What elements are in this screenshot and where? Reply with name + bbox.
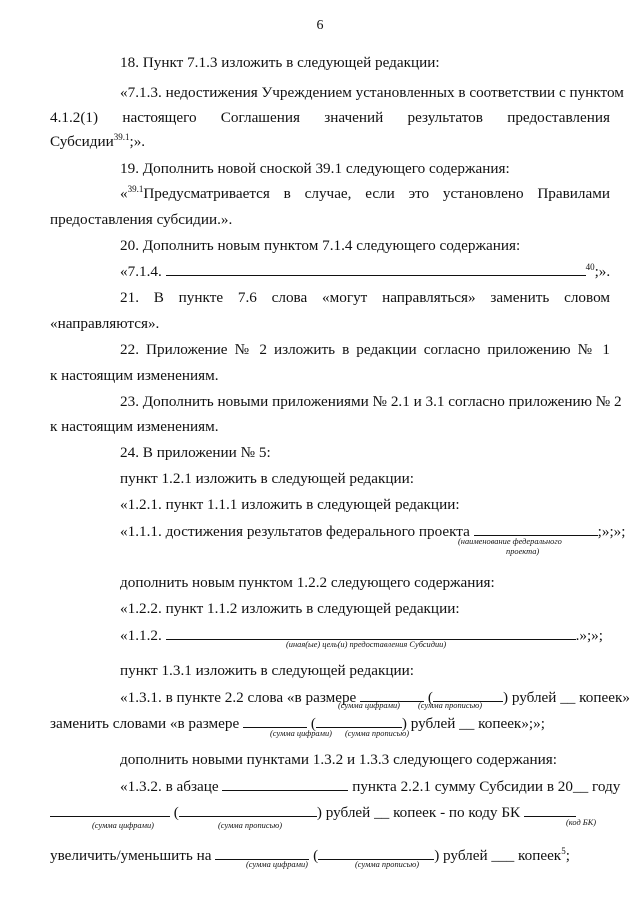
quote-text: ;»;»; — [597, 523, 626, 540]
quote-text: увеличить/уменьшить на — [50, 847, 212, 864]
blank-line — [318, 846, 434, 860]
blank-line — [222, 777, 348, 791]
item-21-line-2: «направляются». — [50, 315, 160, 332]
quote-text: ) рублей ___ копеек — [434, 847, 562, 864]
paren: ( — [313, 847, 319, 864]
item-24-line-e: «1.2.2. пункт 1.1.2 изложить в следующей редакции: — [120, 600, 460, 617]
blank-line — [243, 714, 307, 728]
quote-text: «1.1.2. — [120, 627, 162, 644]
item-24-line-l — [50, 803, 576, 822]
quote-text: заменить словами «в размере — [50, 715, 240, 732]
quote-text: «1.1.1. достижения результатов федерального проекта — [120, 523, 470, 540]
item-19-quote-line-1 — [120, 185, 610, 203]
caption-sum-words-3: (сумма прописью) — [218, 821, 283, 830]
quote-text: ; — [565, 847, 570, 864]
item-24-line-m — [50, 846, 570, 865]
item-24-line-d: дополнить новым пунктом 1.2.2 следующего содержания: — [120, 574, 495, 591]
blank-line — [474, 522, 598, 536]
item-20-heading: 20. Дополнить новым пунктом 7.1.4 следующего содержания: — [120, 237, 521, 254]
caption-sum-digits-3: (сумма цифрами) — [92, 821, 154, 830]
item-18-heading: 18. Пункт 7.1.3 изложить в следующей редакции: — [120, 54, 440, 71]
item-24-heading: 24. В приложении № 5: — [120, 444, 271, 461]
footnote-ref: 40 — [585, 261, 595, 272]
blank-line — [360, 688, 424, 702]
page-number: 6 — [316, 18, 324, 33]
caption-sum-words-2: (сумма прописью) — [345, 729, 410, 738]
item-22-line-1: 22. Приложение № 2 изложить в редакции согласно приложению № 1 — [120, 341, 610, 358]
paren: ( — [427, 689, 433, 706]
item-19-quote-line-2: предоставления субсидии.». — [50, 211, 233, 228]
blank-line — [166, 262, 586, 276]
blank-line — [433, 688, 503, 702]
footnote-ref: 39.1 — [113, 131, 130, 142]
caption-federal-project-2: проекта) — [506, 547, 540, 556]
item-24-line-k — [120, 777, 620, 796]
caption-sum-digits-2: (сумма цифрами) — [270, 729, 332, 738]
item-20-quote — [120, 262, 610, 281]
item-24-line-a: пункт 1.2.1 изложить в следующей редакции: — [120, 470, 414, 487]
paren: ( — [173, 804, 179, 821]
item-18-quote-line-2: 4.1.2(1) настоящего Соглашения значений результатов предоставления — [50, 109, 610, 126]
blank-line — [316, 714, 402, 728]
quote-text: ) рублей __ копеек»;»; — [401, 715, 545, 732]
blank-line — [50, 803, 170, 817]
footnote-ref: 5 — [561, 845, 566, 856]
quote-text: «1.3.2. в абзаце — [120, 778, 219, 795]
item-22-line-2: к настоящим изменениям. — [50, 367, 219, 384]
item-18-quote-line-3 — [50, 133, 145, 151]
caption-goals: (иная(ые) цель(и) предоставления Субсидии) — [286, 640, 447, 649]
item-24-line-b: «1.2.1. пункт 1.1.1 изложить в следующей редакции: — [120, 496, 460, 513]
quote-text: .»;»; — [575, 627, 603, 644]
blank-line — [524, 803, 576, 817]
item-19-heading: 19. Дополнить новой сноской 39.1 следующего содержания: — [120, 160, 510, 177]
caption-sum-words-4: (сумма прописью) — [355, 860, 420, 869]
quote-text: «7.1.4. — [120, 263, 162, 280]
blank-line — [215, 846, 309, 860]
item-18-quote-line-1: «7.1.3. недостижения Учреждением установленных в соответствии с пунктом — [120, 84, 624, 101]
caption-sum-digits-4: (сумма цифрами) — [246, 860, 308, 869]
item-21-line-1: 21. В пункте 7.6 слова «могут направляться» заменить словом — [120, 289, 610, 306]
paren: ( — [310, 715, 316, 732]
blank-line — [179, 803, 317, 817]
quote-text: Предусматривается в случае, если это установлено Правилами — [143, 185, 610, 202]
blank-line — [166, 626, 576, 640]
quote-text: ) рублей __ копеек» — [502, 689, 630, 706]
quote-text: «1.3.1. в пункте 2.2 слова «в размере — [120, 689, 357, 706]
quote-text: ;». — [594, 263, 611, 280]
quote-text: ) рублей __ копеек - по коду БК — [316, 804, 521, 821]
caption-sum-digits: (сумма цифрами) — [338, 701, 400, 710]
caption-bk-code: (код БК) — [566, 818, 597, 827]
item-23-line-1: 23. Дополнить новыми приложениями № 2.1 и 3.1 согласно приложению № 2 — [120, 393, 622, 410]
quote-text: пункта 2.2.1 сумму Субсидии в 20__ году — [352, 778, 621, 795]
quote-text: ;». — [129, 133, 146, 150]
caption-federal-project: (наименование федерального — [458, 537, 562, 546]
caption-sum-words: (сумма прописью) — [418, 701, 483, 710]
item-24-line-j: дополнить новыми пунктами 1.3.2 и 1.3.3 следующего содержания: — [120, 751, 557, 768]
footnote-ref: 39.1 — [127, 183, 144, 194]
item-23-line-2: к настоящим изменениям. — [50, 418, 219, 435]
quote-text: Субсидии — [50, 133, 114, 150]
quote-mark: « — [120, 185, 128, 202]
item-24-line-g: пункт 1.3.1 изложить в следующей редакции: — [120, 662, 414, 679]
